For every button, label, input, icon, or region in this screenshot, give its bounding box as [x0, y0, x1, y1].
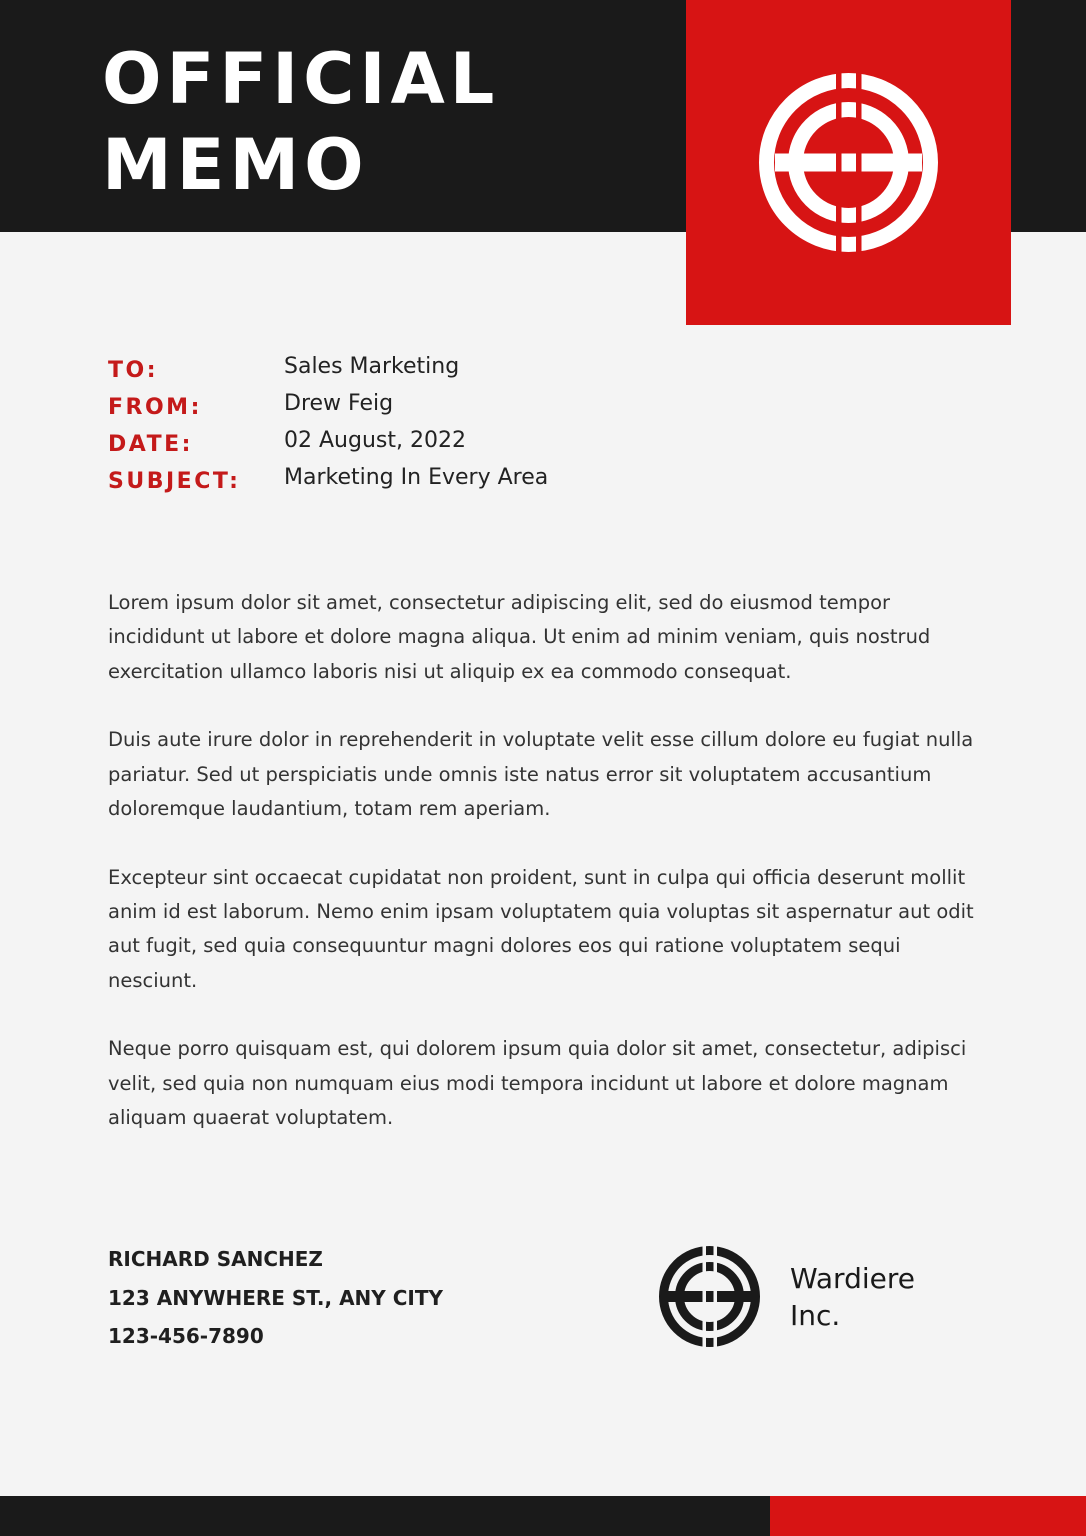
signature-name: RICHARD SANCHEZ [108, 1247, 323, 1271]
logo-block [686, 0, 1011, 325]
subject-label: SUBJECT: [108, 469, 241, 494]
to-label: TO: [108, 358, 159, 383]
memo-title [102, 36, 499, 208]
memo-body [108, 586, 988, 1170]
company-name-line-2: Inc. [790, 1299, 841, 1332]
body-paragraph: Excepteur sint occaecat cupidatat non proident, sunt in culpa qui officia deserunt mollit anim id est laborum. Nemo enim ipsam voluptatem quia voluptas sit aspernatur aut odit aut fugit, sed quia consequuntur magni dolores eos qui ratione voluptatem sequi nesciunt. [108, 865, 974, 992]
title-line-1: OFFICIAL [102, 38, 500, 120]
from-value: Drew Feig [284, 391, 394, 416]
signature-phone: 123-456-7890 [108, 1324, 264, 1348]
body-paragraph: Duis aute irure dolor in reprehenderit in voluptate velit esse cillum dolore eu fugiat nulla pariatur. Sed ut perspiciatis unde omnis iste natus error sit voluptatem accusantium doloremque laudantium, totam rem aperiam. [108, 728, 974, 820]
title-line-2: MEMO [102, 124, 369, 206]
body-paragraph: Neque porro quisquam est, qui dolorem ipsum quia dolor sit amet, consectetur, adipisci velit, sed quia non numquam eius modi tempora incidunt ut labore et dolore magnam aliquam quaerat voluptatem. [108, 1037, 967, 1130]
circular-e-logo-icon [758, 72, 939, 253]
date-label: DATE: [108, 432, 193, 457]
signature-address: 123 ANYWHERE ST., ANY CITY [108, 1285, 443, 1310]
subject-value: Marketing In Every Area [284, 465, 549, 490]
footer-band-dark [0, 1496, 770, 1536]
footer-band-red [770, 1496, 1086, 1536]
company-logo-icon [658, 1245, 761, 1348]
body-paragraph: Lorem ipsum dolor sit amet, consectetur adipiscing elit, sed do eiusmod tempor incididunt ut labore et dolore magna aliqua. Ut enim ad minim veniam, quis nostrud exercitation ullamco laboris nisi ut aliquip ex ea commodo consequat. [108, 591, 931, 683]
from-label: FROM: [108, 395, 202, 420]
signature-block [108, 1240, 443, 1356]
company-name-line-1: Wardiere [790, 1262, 915, 1295]
to-value: Sales Marketing [284, 354, 460, 379]
company-name [790, 1260, 915, 1334]
date-value: 02 August, 2022 [284, 428, 466, 453]
